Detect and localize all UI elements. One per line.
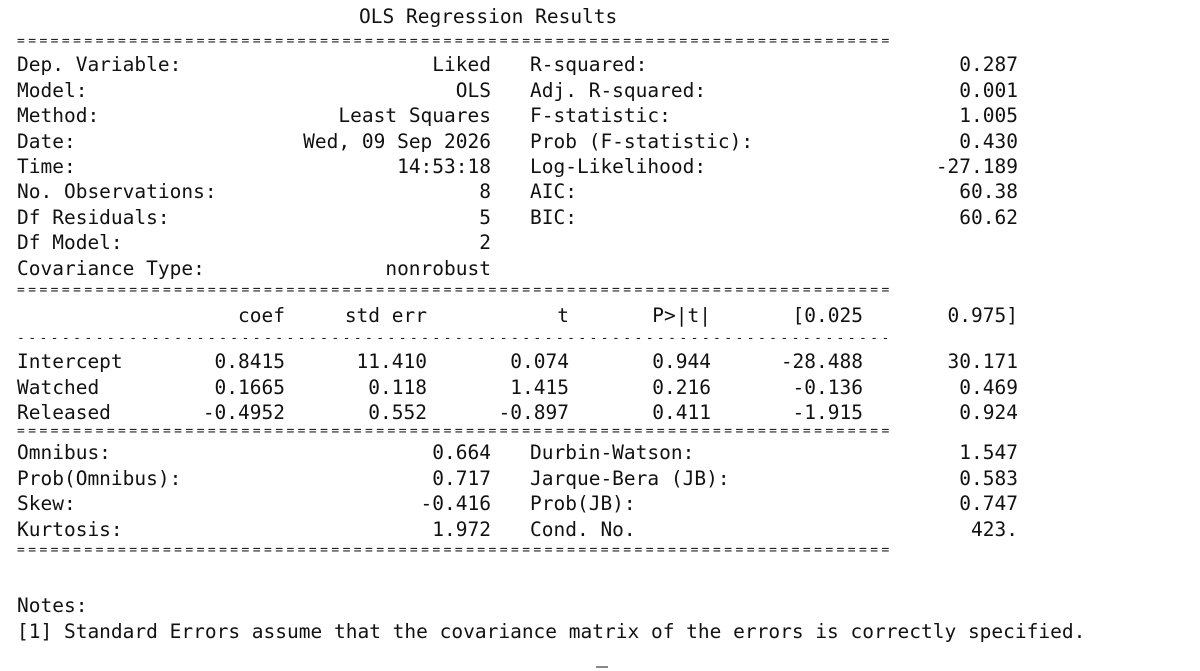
notes-heading: Notes: (17, 594, 88, 618)
summary-right-label: F-statistic: (530, 104, 671, 128)
summary-left-value: 5 (479, 205, 491, 229)
notes-item: [1] Standard Errors assume that the covariance matrix of the errors is correctly specified. (17, 620, 1086, 644)
std-err-value: 11.410 (356, 350, 427, 374)
diag-left-label: Skew: (17, 492, 76, 516)
summary-left-value: 14:53:18 (397, 154, 491, 178)
t-value: 0.074 (510, 350, 569, 374)
t-value: -0.897 (498, 401, 569, 425)
ci-lower-value: -28.488 (780, 350, 863, 374)
summary-right-value: 60.62 (959, 205, 1018, 229)
diag-right-value: 0.583 (959, 466, 1018, 490)
report-title: OLS Regression Results (359, 5, 618, 28)
coef-row-name: Watched (17, 375, 100, 399)
p-value: 0.411 (652, 401, 711, 425)
coef-header: 0.975] (947, 303, 1018, 327)
separator-single: ------------------------------------------------------------------------------ (17, 332, 893, 346)
coef-value: 0.8415 (214, 350, 285, 374)
coef-header-row (17, 303, 1085, 328)
summary-right-label: BIC: (530, 205, 577, 229)
diag-left-value: 1.972 (432, 517, 491, 541)
summary-left-label: No. Observations: (17, 180, 217, 204)
summary-row (17, 78, 1085, 103)
coef-value: 0.1665 (214, 375, 285, 399)
coef-value: -0.4952 (202, 401, 285, 425)
notes-section (17, 593, 1085, 645)
ols-report (17, 4, 1085, 645)
coef-header: [0.025 (792, 303, 863, 327)
summary-section (17, 52, 1085, 281)
summary-left-value: 8 (479, 180, 491, 204)
summary-right-value: -27.189 (935, 154, 1018, 178)
summary-left-value: 2 (479, 231, 491, 255)
separator-double: ============================================================================== (17, 35, 893, 49)
diag-left-value: 0.664 (432, 441, 491, 465)
diag-right-label: Jarque-Bera (JB): (530, 466, 730, 490)
diagnostics-row (17, 491, 1085, 516)
diag-left-label: Kurtosis: (17, 517, 123, 541)
summary-row (17, 154, 1085, 179)
t-value: 1.415 (510, 375, 569, 399)
ci-upper-value: 0.924 (959, 401, 1018, 425)
ci-lower-value: -0.136 (792, 375, 863, 399)
summary-left-label: Df Model: (17, 231, 123, 255)
table-row (17, 349, 1085, 374)
std-err-value: 0.118 (368, 375, 427, 399)
coef-header: P>|t| (652, 303, 711, 327)
table-row (17, 375, 1085, 400)
summary-right-label: AIC: (530, 180, 577, 204)
summary-left-label: Date: (17, 129, 76, 153)
text-cursor-indicator (596, 666, 608, 668)
diag-right-value: 423. (971, 517, 1018, 541)
coef-rows (17, 349, 1085, 425)
diag-left-value: -0.416 (420, 492, 491, 516)
summary-left-label: Time: (17, 154, 76, 178)
ci-lower-value: -1.915 (792, 401, 863, 425)
coef-header: coef (238, 303, 285, 327)
summary-left-value: Least Squares (338, 104, 491, 128)
std-err-value: 0.552 (368, 401, 427, 425)
summary-right-value: 0.430 (959, 129, 1018, 153)
table-row (17, 400, 1085, 425)
coef-header: std err (344, 303, 427, 327)
ci-upper-value: 0.469 (959, 375, 1018, 399)
diag-right-label: Durbin-Watson: (530, 441, 695, 465)
summary-row (17, 52, 1085, 77)
coef-header: t (557, 303, 569, 327)
summary-row (17, 129, 1085, 154)
diagnostics-row (17, 517, 1085, 542)
separator-double: ============================================================================== (17, 425, 893, 439)
coef-row-name: Released (17, 401, 111, 425)
summary-row (17, 179, 1085, 204)
p-value: 0.944 (652, 350, 711, 374)
separator-double: ============================================================================== (17, 544, 893, 558)
summary-right-label: Log-Likelihood: (530, 154, 707, 178)
diag-left-label: Omnibus: (17, 441, 111, 465)
summary-left-value: nonrobust (385, 256, 491, 280)
title-row (17, 4, 1085, 29)
diagnostics-row (17, 466, 1085, 491)
summary-left-label: Covariance Type: (17, 256, 205, 280)
diag-right-label: Cond. No. (530, 517, 636, 541)
summary-left-value: OLS (455, 78, 491, 102)
diag-left-label: Prob(Omnibus): (17, 466, 182, 490)
summary-row (17, 230, 1085, 255)
diagnostics-section (17, 440, 1085, 542)
summary-left-label: Method: (17, 104, 100, 128)
separator-double: ============================================================================== (17, 283, 893, 297)
summary-left-value: Wed, 09 Sep 2026 (303, 129, 491, 153)
summary-left-label: Dep. Variable: (17, 53, 182, 77)
p-value: 0.216 (652, 375, 711, 399)
summary-right-value: 60.38 (959, 180, 1018, 204)
ci-upper-value: 30.171 (947, 350, 1018, 374)
summary-row (17, 103, 1085, 128)
summary-right-value: 1.005 (959, 104, 1018, 128)
diag-right-value: 0.747 (959, 492, 1018, 516)
summary-right-label: Adj. R-squared: (530, 78, 707, 102)
diag-right-label: Prob(JB): (530, 492, 636, 516)
diagnostics-row (17, 440, 1085, 465)
summary-right-value: 0.001 (959, 78, 1018, 102)
summary-left-value: Liked (432, 53, 491, 77)
summary-left-label: Df Residuals: (17, 205, 170, 229)
summary-right-value: 0.287 (959, 53, 1018, 77)
diag-left-value: 0.717 (432, 466, 491, 490)
summary-right-label: Prob (F-statistic): (530, 129, 754, 153)
summary-right-label: R-squared: (530, 53, 648, 77)
coef-row-name: Intercept (17, 350, 123, 374)
summary-left-label: Model: (17, 78, 88, 102)
diag-right-value: 1.547 (959, 441, 1018, 465)
summary-row (17, 256, 1085, 281)
summary-row (17, 205, 1085, 230)
